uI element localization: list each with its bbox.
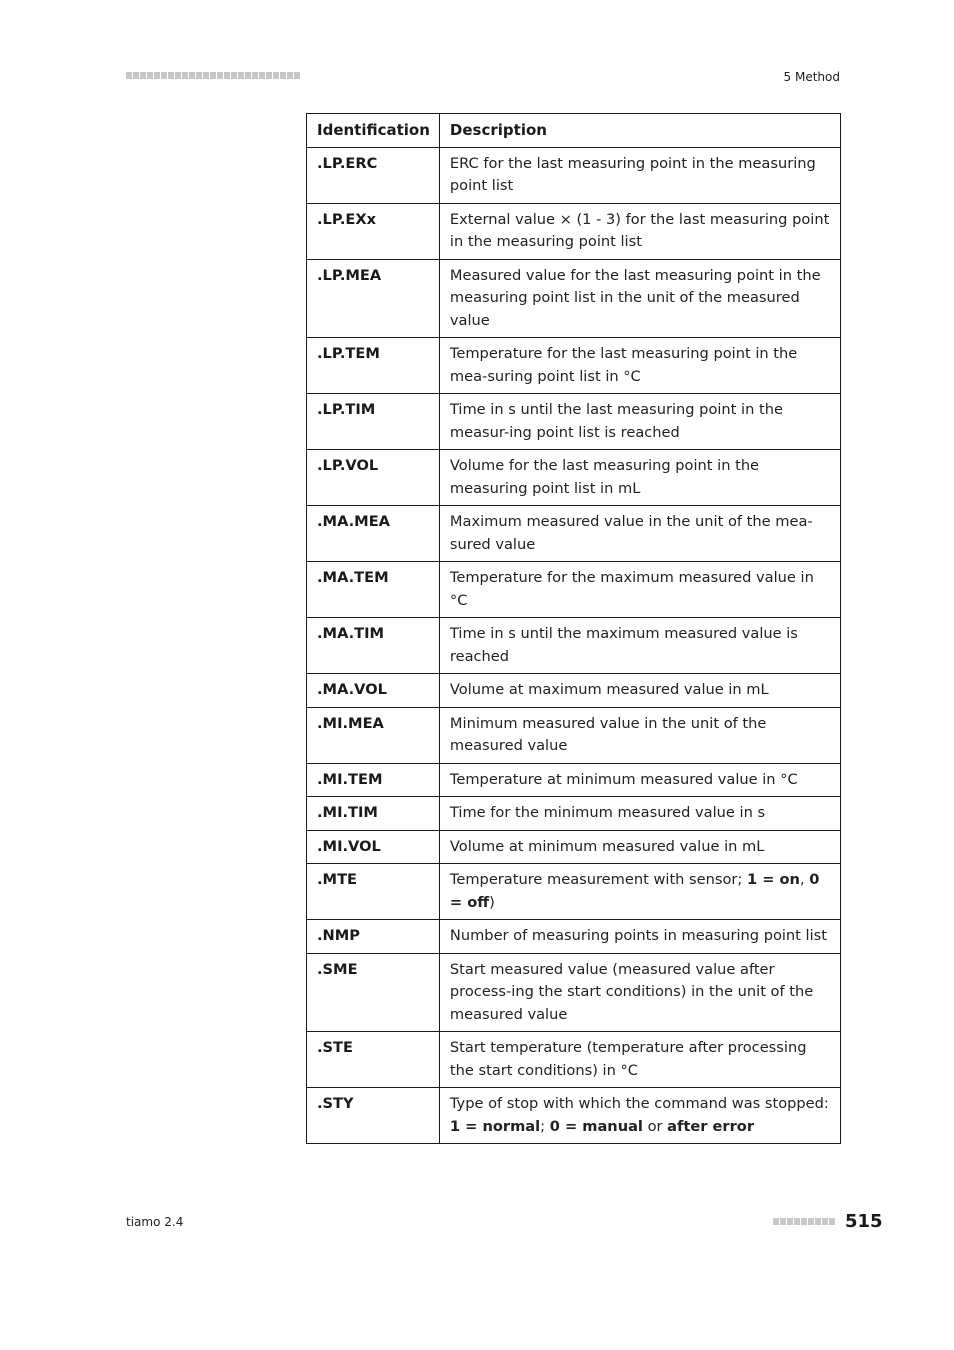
row-description: Temperature for the last measuring point in the mea-suring point list in °C (439, 338, 840, 394)
row-description: Minimum measured value in the unit of the measured value (439, 707, 840, 763)
row-description: Time for the minimum measured value in s (439, 797, 840, 831)
table-row (307, 707, 841, 763)
row-description: Maximum measured value in the unit of the mea-sured value (439, 506, 840, 562)
table-row (307, 506, 841, 562)
mte-desc-text: Temperature measurement with sensor; (449, 871, 747, 888)
row-identification: .SME (307, 953, 440, 1032)
mte-separator: , (799, 871, 810, 888)
row-description (439, 864, 840, 920)
row-identification: .MA.TIM (307, 618, 440, 674)
sty-or: or (642, 1117, 668, 1135)
row-description: External value × (1 - 3) for the last measuring point in the measuring point list (439, 203, 840, 259)
row-identification: .MI.TIM (307, 797, 440, 831)
row-identification: .LP.VOL (307, 450, 440, 506)
sty-separator: ; (540, 1117, 550, 1135)
table-row (307, 953, 841, 1032)
row-identification: .LP.TEM (307, 338, 440, 394)
row-description: Start temperature (temperature after processing the start conditions) in °C (439, 1032, 840, 1088)
footer-decoration (773, 1218, 835, 1225)
row-identification: .MA.TEM (307, 562, 440, 618)
sty-desc-text: Type of stop with which the command was stopped: (449, 1095, 829, 1112)
table-row (307, 147, 841, 203)
page-number: 515 (845, 1211, 883, 1232)
row-description (439, 1088, 840, 1144)
row-identification: .MTE (307, 864, 440, 920)
row-identification: .NMP (307, 920, 440, 954)
row-description: Volume for the last measuring point in the measuring point list in mL (439, 450, 840, 506)
table-row (307, 259, 841, 338)
product-name: tiamo 2.4 (126, 1215, 184, 1229)
row-description: Time in s until the maximum measured value is reached (439, 618, 840, 674)
row-identification: .LP.MEA (307, 259, 440, 338)
row-identification: .MI.MEA (307, 707, 440, 763)
mte-off-value: 0 = off (449, 871, 820, 911)
table-row (307, 864, 841, 920)
row-identification: .STE (307, 1032, 440, 1088)
row-identification: .MI.VOL (307, 830, 440, 864)
table-row (307, 920, 841, 954)
row-description: Measured value for the last measuring point in the measuring point list in the unit of the measured value (439, 259, 840, 338)
row-description: Start measured value (measured value after process-ing the start conditions) in the unit of the measured value (439, 953, 840, 1032)
sty-error-value: after error (667, 1117, 755, 1135)
row-description: Temperature for the maximum measured value in °C (439, 562, 840, 618)
table-row (307, 562, 841, 618)
row-description: Time in s until the last measuring point in the measur-ing point list is reached (439, 394, 840, 450)
table-header-row (307, 114, 841, 148)
column-header-description: Description (439, 114, 840, 148)
row-identification: .MA.MEA (307, 506, 440, 562)
identification-table (306, 113, 841, 1144)
header-decoration (126, 72, 300, 79)
row-description: Temperature at minimum measured value in °C (439, 763, 840, 797)
column-header-identification: Identification (307, 114, 440, 148)
row-identification: .MA.VOL (307, 674, 440, 708)
sty-manual-value: 0 = manual (549, 1117, 643, 1135)
mte-on-value: 1 = on (746, 871, 800, 888)
row-identification: .LP.EXx (307, 203, 440, 259)
table-row (307, 830, 841, 864)
table-row (307, 797, 841, 831)
table-row (307, 1088, 841, 1144)
mte-close: ) (489, 893, 495, 911)
section-header: 5 Method (783, 70, 840, 84)
row-description: Number of measuring points in measuring point list (439, 920, 840, 954)
table-row (307, 450, 841, 506)
table-row (307, 674, 841, 708)
row-description: ERC for the last measuring point in the measuring point list (439, 147, 840, 203)
table-row (307, 338, 841, 394)
row-identification: .LP.TIM (307, 394, 440, 450)
table-row (307, 203, 841, 259)
row-identification: .MI.TEM (307, 763, 440, 797)
row-description: Volume at minimum measured value in mL (439, 830, 840, 864)
table-row (307, 618, 841, 674)
table-row (307, 1032, 841, 1088)
row-description: Volume at maximum measured value in mL (439, 674, 840, 708)
table-row (307, 394, 841, 450)
row-identification: .STY (307, 1088, 440, 1144)
row-identification: .LP.ERC (307, 147, 440, 203)
table-row (307, 763, 841, 797)
sty-normal-value: 1 = normal (449, 1117, 541, 1135)
